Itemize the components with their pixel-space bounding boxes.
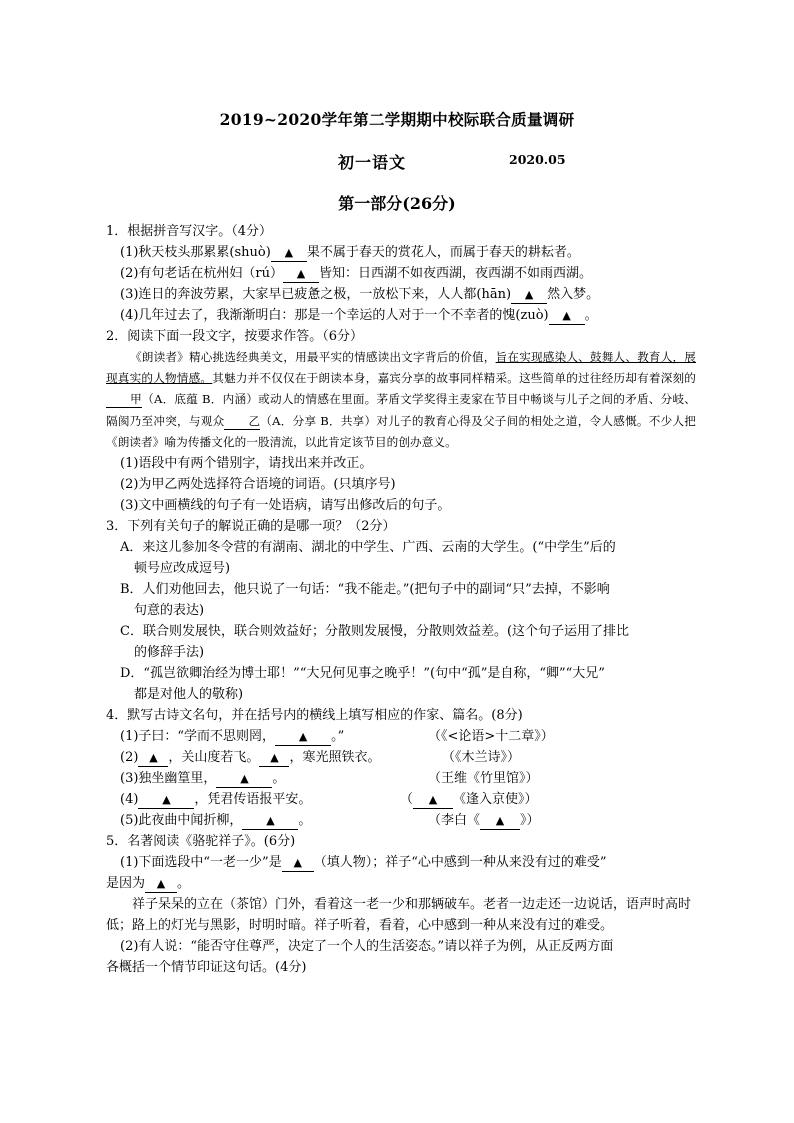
q1-stem: 1．根据拼音写汉字。（4分） xyxy=(106,224,273,239)
q1-item-text: (1)秋天枝头那累累(shuò) xyxy=(120,245,271,260)
q5-stem: 5．名著阅读《骆驼祥子》。(6分) xyxy=(106,834,296,850)
q4-source: （《木兰诗》） xyxy=(442,750,521,766)
q4-line: (1)子曰：“学而不思则罔， ▲ 。” （《<论语>十二章》） xyxy=(106,726,696,747)
q3-option-b-cont: 句意的表达) xyxy=(134,603,205,619)
q3-option-d-cont: 都是对他人的敬称) xyxy=(134,687,244,703)
q4-line: (4) ▲ ，凭君传语报平安。 （ ▲ 《逢入京使》） xyxy=(106,789,696,810)
answer-blank-yi: 乙 xyxy=(224,413,260,430)
q4-source: （李白《 ▲ 》） xyxy=(428,813,540,829)
answer-blank: ▲ xyxy=(145,876,177,893)
q1-item-text: 皆知：日西湖不如夜西湖，夜西湖不如雨西湖。 xyxy=(319,266,593,281)
q5-item1: (1)下面选段中“一老一少”是 ▲ （填人物）；祥子“心中感到一种从来没有过的难受” xyxy=(120,855,607,871)
q1-item-text: 果不属于春天的赏花人，而属于春天的耕耘者。 xyxy=(306,245,580,260)
exam-title: 2019~2020学年第二学期期中校际联合质量调研 xyxy=(219,110,575,129)
q1-item-text: (4)几年过去了，我渐渐明白：那是一个幸运的人对于一个不幸者的愧(zuò) xyxy=(120,308,549,323)
q2-item: (1)语段中有两个错别字，请找出来并改正。 xyxy=(120,456,373,472)
answer-blank: ▲ xyxy=(138,792,194,809)
q3-option-b: B．人们劝他回去，他只说了一句话：“我不能走。”(把句子中的副词“只”去掉，不影响 xyxy=(120,582,610,598)
answer-blank: ▲ xyxy=(242,813,298,830)
q5-item2-cont: 各概括一个情节印证这句话。(4分) xyxy=(106,960,307,976)
subject-row xyxy=(0,150,794,174)
q2-passage: 《朗读者》精心挑选经典美文，用最平实的情感读出文字背后的价值，旨在实现感染人、鼓舞人、教育人，展现真实的人物情感。其魅力并不仅仅在于朗读本身，嘉宾分享的故事同样精采。这些简单的过往经历却有着深刻的甲（A．底蕴 B．内涵）或动人的情感在里面。茅盾文学奖得主麦家在节目中畅谈与儿子之间的矛盾、分岐、隔阂乃至冲突，与观众 乙（A．分享 B．共享）对儿子的教育心得及父子间的相处之道，令人感慨。不少人把《朗读者》喻为传播文化的一股清流，以此肯定该节目的创办意义。 xyxy=(106,350,697,449)
q4-source: （ ▲ 《逢入京使》） xyxy=(400,792,538,808)
q3-option-d: D．“孤岂欲卿治经为博士耶！”“大兄何见事之晚乎！”(句中“孤”是自称，“卿”“大兄” xyxy=(120,666,605,682)
q4-line: (2) ▲ ，关山度若飞。 ▲ ，寒光照铁衣。 （《木兰诗》） xyxy=(106,747,696,768)
answer-blank: ▲ xyxy=(283,266,319,283)
answer-blank: ▲ xyxy=(282,855,314,872)
q1-item xyxy=(106,242,696,263)
answer-blank: ▲ xyxy=(275,729,331,746)
q3-option-a: A．来这儿参加冬令营的有湖南、湖北的中学生、广西、云南的大学生。(“中学生”后的 xyxy=(120,540,616,556)
exam-date: 2020.05 xyxy=(509,152,566,167)
answer-blank: ▲ xyxy=(511,287,547,304)
answer-blank: ▲ xyxy=(138,750,168,767)
q2-stem: 2．阅读下面一段文字，按要求作答。（6分） xyxy=(106,329,364,344)
q2-item: (3)文中画横线的句子有一处语病，请写出修改后的句子。 xyxy=(120,498,451,514)
q3-option-c-cont: 的修辞手法) xyxy=(134,645,205,661)
q1-item-text: (2)有句老话在杭州妇（rú） xyxy=(120,266,284,281)
q4-source: （《<论语>十二章》） xyxy=(428,729,554,745)
answer-blank: ▲ xyxy=(216,771,272,788)
answer-blank: ▲ xyxy=(271,245,307,262)
underlined-sentence: 旨在实现感染人、鼓舞人、教育人，展现真实的人物情感。 xyxy=(106,350,697,386)
q5-item1-cont: 是因为 ▲ 。 xyxy=(106,876,191,892)
answer-blank: ▲ xyxy=(549,308,585,325)
q1-item xyxy=(106,305,696,326)
q1-item xyxy=(106,284,696,305)
answer-blank-jia: 甲 xyxy=(106,391,142,408)
q4-stem: 4．默写古诗文名句，并在括号内的横线上填写相应的作家、篇名。(8分) xyxy=(106,708,523,724)
q3-option-c: C．联合则发展快，联合则效益好；分散则发展慢，分散则效益差。(这个句子运用了排比 xyxy=(120,624,630,640)
q1-item-text: 然入梦。 xyxy=(547,287,600,302)
q3-option-a-cont: 顿号应改成逗号) xyxy=(134,561,231,577)
q2-item: (2)为甲乙两处选择符合语境的词语。(只填序号) xyxy=(120,477,396,493)
q4-line: (5)此夜曲中闻折柳， ▲ 。 （李白《 ▲ 》） xyxy=(106,810,696,831)
question-body xyxy=(106,221,696,978)
q5-item2: (2)有人说：“能否守住尊严，决定了一个人的生活姿态。”请以祥子为例，从正反两方面 xyxy=(120,939,614,955)
subject-label: 初一语文 xyxy=(338,153,407,172)
q5-passage: 祥子呆呆的立在（茶馆）门外，看着这一老一少和那辆破车。老者一边走还一边说话，语声时高时低；路上的灯光与黑影，时明时暗。祥子听着，看着，心中感到一种从来没有过的难受。 xyxy=(106,897,692,934)
part-heading: 第一部分(26分) xyxy=(338,194,456,213)
q1-item xyxy=(106,263,696,284)
q1-item-text: 。 xyxy=(584,308,598,323)
q4-source: （王维《竹里馆》） xyxy=(428,771,539,787)
q4-line: (3)独坐幽篁里， ▲ 。 （王维《竹里馆》） xyxy=(106,768,696,789)
q1-item-text: (3)连日的奔波劳累，大家早已疲惫之极，一放松下来，人人都(hān) xyxy=(120,287,512,302)
answer-blank: ▲ xyxy=(259,750,289,767)
q3-stem: 3．下列有关句子的解说正确的是哪一项？（2分） xyxy=(106,519,396,535)
